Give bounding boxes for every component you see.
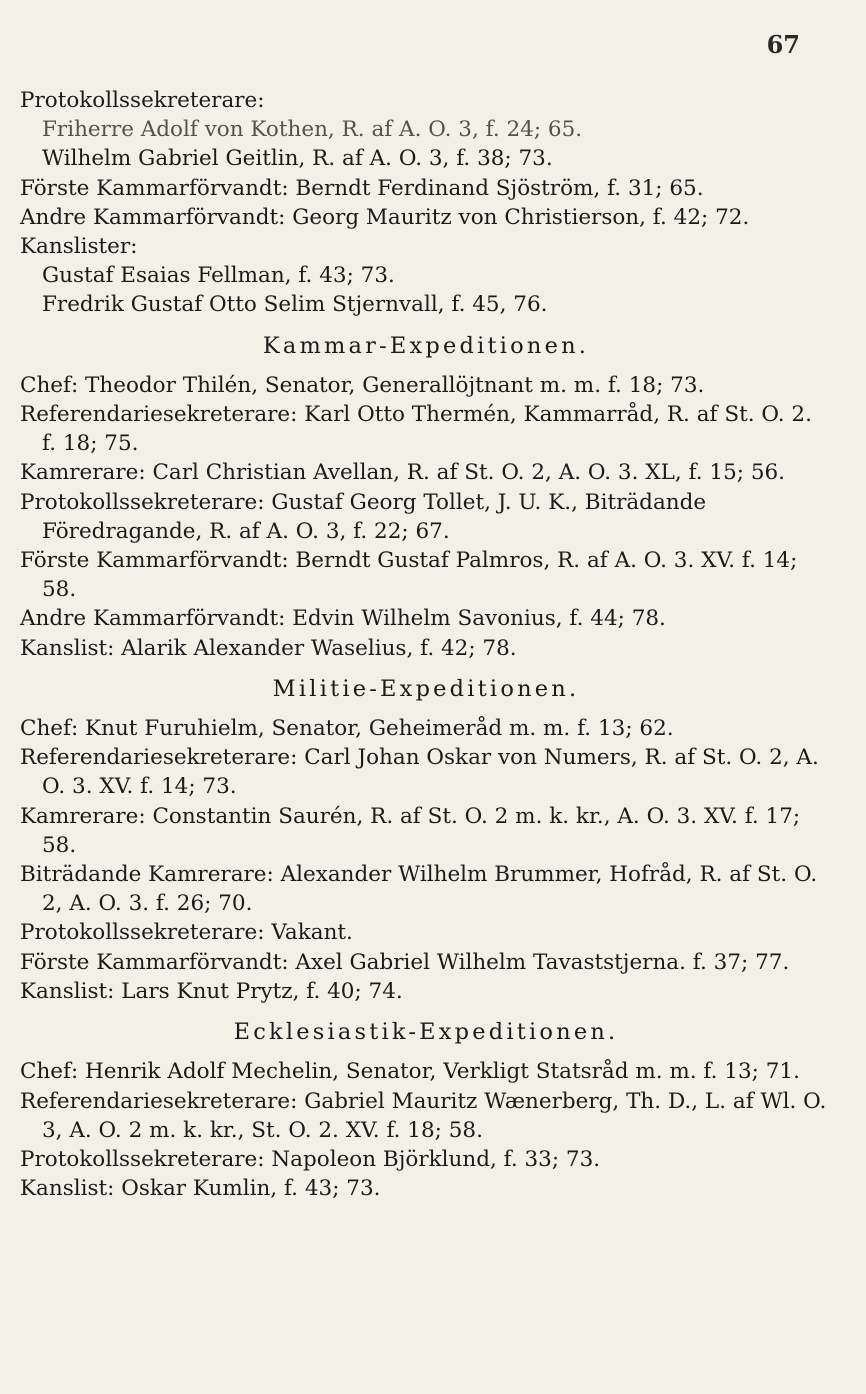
entry-line: Förste Kammarförvandt: Axel Gabriel Wilhelm Tavaststjerna. f. 37; 77. xyxy=(20,949,790,975)
section-heading-ecklesiastik: Ecklesiastik-Expeditionen. xyxy=(233,1019,619,1046)
entry-line: Chef: Henrik Adolf Mechelin, Senator, Verkligt Statsråd m. m. f. 13; 71. xyxy=(20,1059,800,1085)
entry-line: Wilhelm Gabriel Geitlin, R. af A. O. 3, f. 38; 73. xyxy=(42,146,553,172)
entry-line: Referendariesekreterare: Karl Otto Thermén, Kammarråd, R. af St. O. 2. f. 18; 75. xyxy=(20,402,812,457)
entry-line: Biträdande Kamrerare: Alexander Wilhelm Brummer, Hofråd, R. af St. O. 2, A. O. 3. f. 26; 70. xyxy=(20,862,818,917)
document-body xyxy=(20,86,832,1203)
entry-line: Andre Kammarförvandt: Edvin Wilhelm Savonius, f. 44; 78. xyxy=(20,606,666,632)
entry-line: Protokollssekreterare: Vakant. xyxy=(20,920,353,946)
entry-line: Kanslist: Oskar Kumlin, f. 43; 73. xyxy=(20,1176,381,1202)
entry-line: Gustaf Esaias Fellman, f. 43; 73. xyxy=(42,263,395,289)
entry-line: Fredrik Gustaf Otto Selim Stjernvall, f. 45, 76. xyxy=(42,292,548,318)
protokoll-block xyxy=(20,86,832,320)
entry-line: Protokollssekreterare: Gustaf Georg Tollet, J. U. K., Biträdande Föredragande, R. af A. O. 3, f. 22; 67. xyxy=(20,489,707,544)
entry-line: Referendariesekreterare: Gabriel Mauritz Wænerberg, Th. D., L. af Wl. O. 3, A. O. 2 m. k. kr., St. O. 2. XV. f. 18; 58. xyxy=(20,1088,827,1143)
entry-line: Kanslist: Lars Knut Prytz, f. 40; 74. xyxy=(20,978,403,1004)
kanslister-heading: Kanslister: xyxy=(20,234,138,260)
entry-line: Andre Kammarförvandt: Georg Mauritz von Christierson, f. 42; 72. xyxy=(20,204,750,230)
entry-line: Chef: Knut Furuhielm, Senator, Geheimeråd m. m. f. 13; 62. xyxy=(20,716,674,742)
kammar-section xyxy=(20,371,832,663)
entry-line: Chef: Theodor Thilén, Senator, Generallöjtnant m. m. f. 18; 73. xyxy=(20,372,705,398)
entry-line: Kamrerare: Constantin Saurén, R. af St. O. 2 m. k. kr., A. O. 3. XV. f. 17; 58. xyxy=(20,803,801,858)
entry-line: Referendariesekreterare: Carl Johan Oskar von Numers, R. af St. O. 2, A. O. 3. XV. f. 14; 73. xyxy=(20,745,819,800)
militie-section xyxy=(20,714,832,1006)
entry-line: Friherre Adolf von Kothen, R. af A. O. 3, f. 24; 65. xyxy=(42,117,583,143)
entry-line: Kamrerare: Carl Christian Avellan, R. af St. O. 2, A. O. 3. XL, f. 15; 56. xyxy=(20,460,786,486)
section-heading-kammar: Kammar-Expeditionen. xyxy=(262,332,590,359)
section-heading-militie: Militie-Expeditionen. xyxy=(272,675,580,702)
ecklesiastik-section xyxy=(20,1057,832,1203)
entry-line: Förste Kammarförvandt: Berndt Gustaf Palmros, R. af A. O. 3. XV. f. 14; 58. xyxy=(20,548,798,603)
entry-line: Protokollssekreterare: Napoleon Björklund, f. 33; 73. xyxy=(20,1146,601,1172)
entry-line: Förste Kammarförvandt: Berndt Ferdinand Sjöström, f. 31; 65. xyxy=(20,175,704,201)
entry-line: Kanslist: Alarik Alexander Waselius, f. 42; 78. xyxy=(20,635,517,661)
block-heading: Protokollssekreterare: xyxy=(20,88,265,113)
page-number: 67 xyxy=(766,30,800,59)
